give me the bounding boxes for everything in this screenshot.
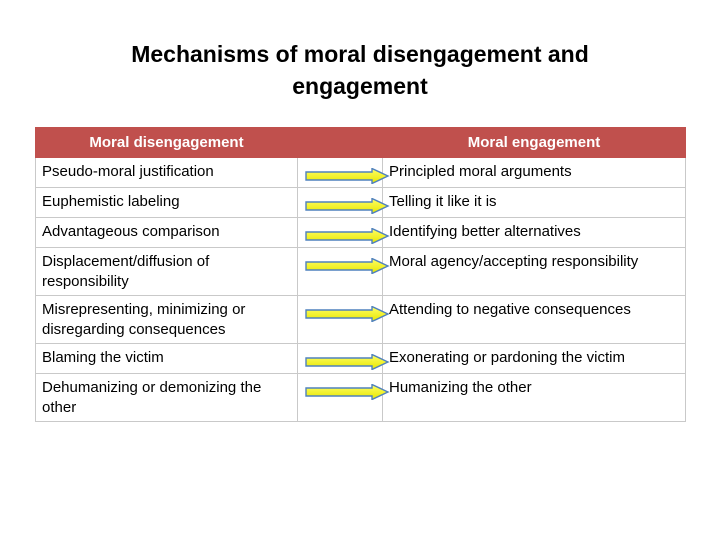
right-arrow-icon — [304, 258, 390, 274]
title-line-2: engagement — [292, 73, 428, 99]
arrow-cell — [298, 374, 383, 422]
table-row — [36, 248, 686, 296]
table-row — [36, 218, 686, 248]
arrow-cell — [298, 158, 383, 188]
right-arrow-icon — [304, 306, 390, 322]
table-row — [36, 296, 686, 344]
disengagement-cell: Blaming the victim — [36, 344, 298, 374]
arrow-cell — [298, 296, 383, 344]
header-spacer — [298, 128, 383, 158]
mechanisms-table — [35, 127, 686, 422]
disengagement-cell: Dehumanizing or demonizing the other — [36, 374, 298, 422]
engagement-cell: Telling it like it is — [383, 188, 686, 218]
disengagement-cell: Pseudo-moral justification — [36, 158, 298, 188]
right-arrow-icon — [304, 384, 390, 400]
right-arrow-icon — [304, 198, 390, 214]
engagement-cell: Principled moral arguments — [383, 158, 686, 188]
right-arrow-icon — [304, 228, 390, 244]
table-row — [36, 344, 686, 374]
arrow-cell — [298, 218, 383, 248]
arrow-cell — [298, 344, 383, 374]
engagement-cell: Moral agency/accepting responsibility — [383, 248, 686, 296]
disengagement-cell: Euphemistic labeling — [36, 188, 298, 218]
right-arrow-icon — [304, 168, 390, 184]
title-line-1: Mechanisms of moral disengagement and — [131, 41, 589, 67]
disengagement-cell: Misrepresenting, minimizing or disregarding consequences — [36, 296, 298, 344]
disengagement-cell: Advantageous comparison — [36, 218, 298, 248]
engagement-cell: Exonerating or pardoning the victim — [383, 344, 686, 374]
table-row — [36, 374, 686, 422]
table-row — [36, 188, 686, 218]
disengagement-cell: Displacement/diffusion of responsibility — [36, 248, 298, 296]
slide-title — [60, 38, 660, 102]
engagement-cell: Humanizing the other — [383, 374, 686, 422]
header-moral-disengagement: Moral disengagement — [36, 128, 298, 158]
table-row — [36, 158, 686, 188]
arrow-cell — [298, 248, 383, 296]
engagement-cell: Identifying better alternatives — [383, 218, 686, 248]
header-moral-engagement: Moral engagement — [383, 128, 686, 158]
arrow-cell — [298, 188, 383, 218]
engagement-cell: Attending to negative consequences — [383, 296, 686, 344]
table-header-row — [36, 128, 686, 158]
right-arrow-icon — [304, 354, 390, 370]
